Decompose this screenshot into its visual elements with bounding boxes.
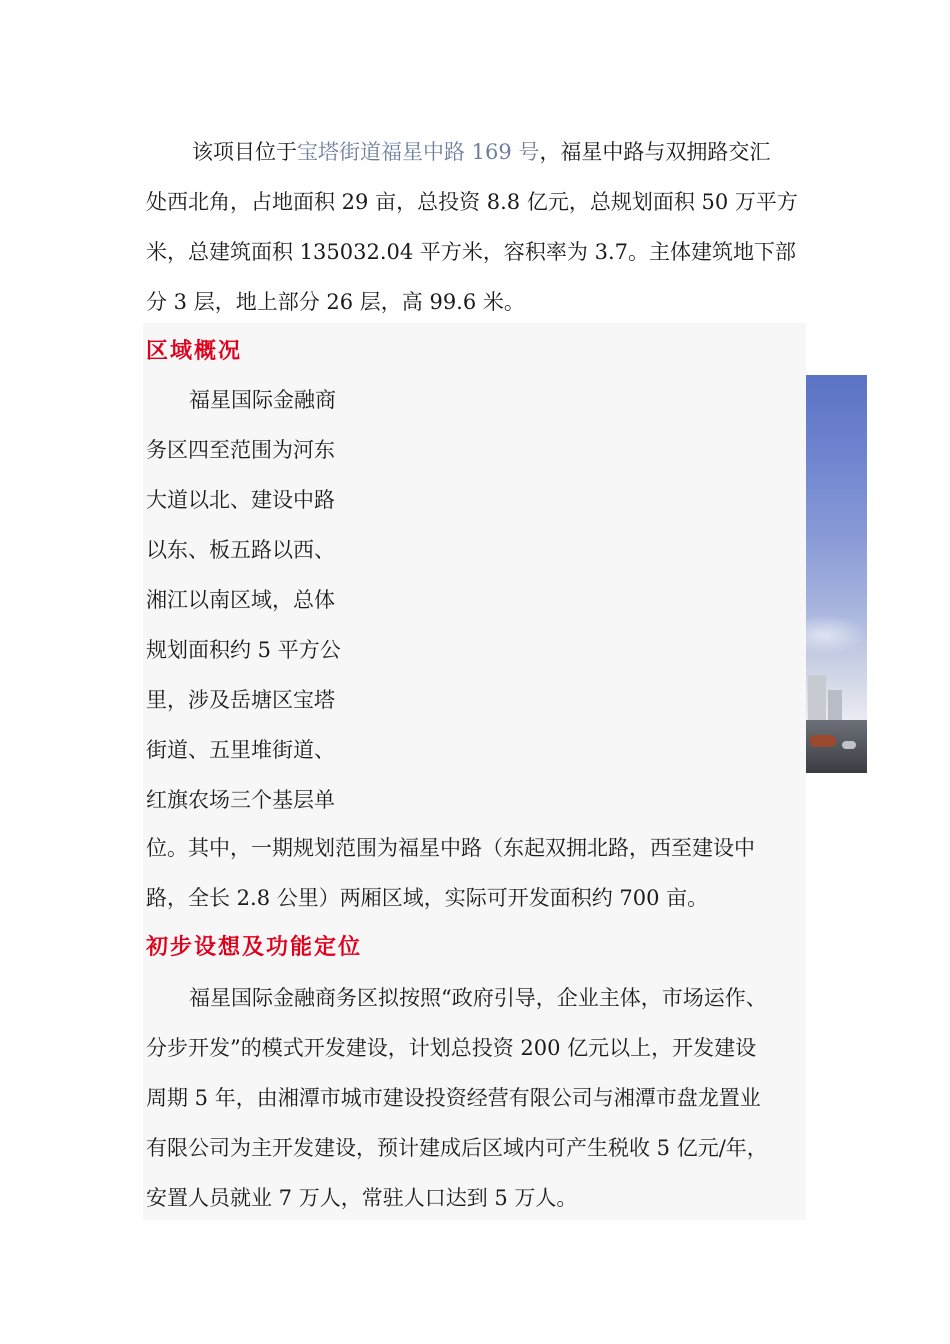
project-address: 宝塔街道福星中路 169 号 (297, 140, 540, 164)
area-overview-line: 规划面积约 5 平方公 (146, 638, 341, 662)
intro-line-3: 米，总建筑面积 135032.04 平方米，容积率为 3.7。主体建筑地下部 (146, 240, 796, 264)
area-overview-line: 路，全长 2.8 公里）两厢区域，实际可开发面积约 700 亩。 (146, 886, 709, 910)
intro-line-4: 分 3 层，地上部分 26 层，高 99.6 米。 (146, 290, 525, 314)
city-skyline-photo (806, 375, 867, 773)
positioning-line: 福星国际金融商务区拟按照“政府引导，企业主体，市场运作、 (189, 986, 767, 1010)
intro-line-1-end: ，福星中路与双拥路交汇 (539, 140, 771, 164)
positioning-line: 安置人员就业 7 万人，常驻人口达到 5 万人。 (146, 1186, 578, 1210)
area-overview-line: 红旗农场三个基层单 (146, 788, 335, 812)
area-overview-line: 湘江以南区域，总体 (146, 588, 335, 612)
intro-line-1-start: 该项目位于 (192, 140, 297, 164)
intro-line-1 (192, 138, 770, 166)
area-overview-line: 福星国际金融商 (189, 388, 336, 412)
positioning-line: 有限公司为主开发建设，预计建成后区域内可产生税收 5 亿元/年， (146, 1136, 768, 1160)
area-overview-line: 务区四至范围为河东 (146, 438, 335, 462)
area-overview-line: 街道、五里堆街道、 (146, 738, 335, 762)
positioning-line: 分步开发”的模式开发建设，计划总投资 200 亿元以上，开发建设 (146, 1036, 757, 1060)
positioning-line: 周期 5 年，由湘潭市城市建设投资经营有限公司与湘潭市盘龙置业 (146, 1086, 761, 1110)
intro-line-2: 处西北角，占地面积 29 亩，总投资 8.8 亿元，总规划面积 50 万平方 (146, 190, 798, 214)
area-overview-line: 里，涉及岳塘区宝塔 (146, 688, 335, 712)
area-overview-line: 大道以北、建设中路 (146, 488, 335, 512)
section-heading-positioning: 初步设想及功能定位 (146, 934, 363, 960)
area-overview-line: 以东、板五路以西、 (146, 538, 335, 562)
area-overview-line: 位。其中，一期规划范围为福星中路（东起双拥北路，西至建设中 (146, 836, 755, 860)
section-heading-area-overview: 区域概况 (146, 338, 243, 364)
